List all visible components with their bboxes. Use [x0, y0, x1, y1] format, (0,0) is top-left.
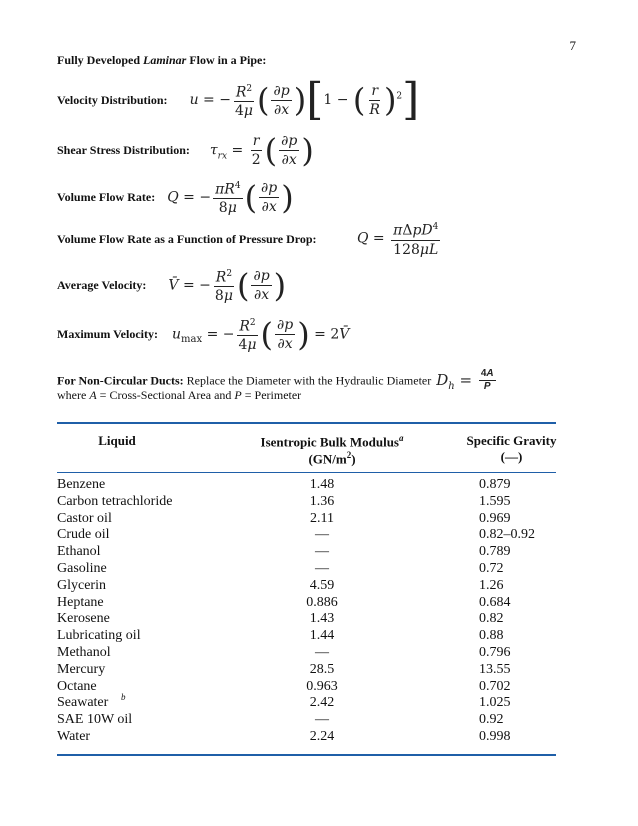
table-row [57, 628, 556, 645]
table-row [57, 645, 556, 662]
table-row [57, 561, 556, 578]
heading-text-end: Flow in a Pipe: [186, 53, 267, 67]
liquid-cell: Carbon tetrachloride [57, 493, 173, 509]
specific-gravity-cell: 0.684 [479, 594, 511, 610]
shear-stress-distribution [57, 130, 314, 170]
section-heading [57, 53, 266, 68]
specific-gravity-cell: 0.82–0.92 [479, 527, 535, 543]
bulk-modulus-cell: — [315, 645, 329, 660]
specific-gravity-cell: 0.702 [479, 678, 511, 694]
specific-gravity-cell: 0.92 [479, 712, 504, 728]
bulk-modulus-unit-exp: 2 [346, 450, 352, 461]
velocity-equation: u = − $\frac{R^2}{4\mu}$ ( $\frac{\partial p}{\partial x}$ )[1 − ( $\frac{r}{R}$ )$^2$] [189, 74, 420, 125]
pressure-drop-equation: Q = $\frac{\pi\Delta pD^4}{128\mu L}$ [357, 218, 442, 259]
perimeter-symbol: P [234, 388, 242, 402]
table-bottom-rule [57, 754, 556, 756]
liquid-cell: Methanol [57, 645, 111, 660]
velocity-label: Velocity Distribution: [57, 92, 168, 107]
maximum-velocity [57, 312, 349, 356]
avg-velocity-equation: V̄ = − $\frac{R^2}{8\mu}$ ( $\frac{\partial p}{\partial x}$ ) [168, 266, 287, 305]
specific-gravity-cell: 0.969 [479, 510, 511, 526]
max-velocity-label: Maximum Velocity: [57, 326, 158, 341]
liquid-cell: Lubricating oil [57, 628, 141, 644]
bulk-modulus-cell: — [315, 561, 329, 576]
specific-gravity-cell: 0.879 [479, 477, 511, 492]
velocity-distribution [57, 74, 420, 125]
specific-gravity-cell: 0.796 [479, 645, 511, 660]
specific-gravity-cell: 0.72 [479, 561, 504, 576]
table-row [57, 692, 556, 712]
liquid-cell: Octane [57, 678, 97, 694]
table-row [57, 494, 556, 511]
avg-velocity-label: Average Velocity: [57, 277, 147, 292]
bulk-modulus-cell: 28.5 [309, 661, 335, 677]
bulk-modulus-cell: 1.36 [309, 493, 335, 509]
specific-gravity-cell: 0.88 [479, 628, 504, 644]
bulk-modulus-cell: 1.48 [309, 477, 335, 492]
table-row [57, 527, 556, 544]
specific-gravity-cell: 0.998 [479, 729, 511, 744]
bulk-modulus-title: Isentropic Bulk Modulus [260, 434, 399, 450]
bulk-modulus-cell: 1.44 [309, 628, 335, 644]
bulk-modulus-cell: — [315, 544, 329, 560]
volume-flow-rate [57, 177, 294, 217]
specific-gravity-cell: 0.82 [479, 611, 504, 627]
liquid-cell: Crude oil [57, 527, 110, 543]
specific-gravity-cell: 13.55 [479, 661, 511, 677]
bulk-modulus-cell: 0.963 [306, 678, 338, 694]
bulk-modulus-cell: — [315, 527, 329, 543]
table-row [57, 712, 556, 729]
table-row [57, 729, 556, 746]
liquid-cell: Ethanol [57, 544, 101, 560]
table-row [57, 578, 556, 595]
specific-gravity-cell: 0.789 [479, 544, 511, 560]
bulk-modulus-cell: — [315, 712, 329, 728]
bulk-modulus-unit: (GN/m [308, 451, 347, 467]
specific-gravity-cell: 1.025 [479, 695, 511, 711]
column-header-specific-gravity [454, 433, 569, 465]
noncircular-label: For Non-Circular Ducts: [57, 373, 184, 388]
table-row [57, 511, 556, 528]
area-symbol: A [89, 388, 97, 402]
heading-emphasis: Laminar [143, 53, 187, 67]
average-velocity [57, 265, 286, 305]
bulk-modulus-cell: 4.59 [309, 577, 335, 593]
bulk-modulus-footnote-mark: a [398, 433, 404, 443]
column-header-bulk-modulus [232, 433, 432, 468]
bulk-modulus-cell: 0.886 [306, 594, 338, 610]
table-top-rule [57, 422, 556, 424]
where-text: where [57, 388, 87, 402]
liquid-cell: Benzene [57, 477, 106, 492]
liquid-cell: Kerosene [57, 611, 110, 627]
flow-rate-equation: Q = − $\frac{\pi R^4}{8\mu}$ ( $\frac{\partial p}{\partial x}$ ) [167, 178, 294, 217]
shear-equation: $\tau_{rx}$ = $\frac{r}{2}$ ( $\frac{\partial p}{\partial x}$ ) [209, 131, 314, 169]
flow-rate-label: Volume Flow Rate: [57, 189, 156, 204]
specific-gravity-cell: 1.595 [479, 493, 511, 509]
specific-gravity-title: Specific Gravity [466, 433, 557, 448]
bulk-modulus-cell: 2.42 [309, 695, 335, 711]
bulk-modulus-cell: 1.43 [309, 611, 335, 627]
liquid-cell: Castor oil [57, 510, 112, 526]
specific-gravity-unit: (—) [500, 449, 523, 464]
max-velocity-equation: $u_{max}$ = − $\frac{R^2}{4\mu}$ ( $\frac{\partial p}{\partial x}$ ) = 2V̄ [172, 315, 350, 354]
liquid-cell: Seawater [57, 695, 109, 711]
hydraulic-diameter-equation: $D_h$ = $\frac{4A}{P}$ [436, 368, 494, 392]
bulk-modulus-cell: 2.11 [310, 510, 334, 526]
perimeter-definition: = Perimeter [244, 388, 302, 402]
table-row [57, 679, 556, 696]
heading-text: Fully Developed [57, 53, 143, 67]
liquid-footnote-mark: b [121, 692, 126, 703]
column-header-liquid: Liquid [98, 433, 136, 448]
liquid-cell: Gasoline [57, 561, 107, 576]
bulk-modulus-cell: 2.24 [309, 729, 335, 744]
table-row [57, 477, 556, 494]
liquid-cell: Heptane [57, 594, 104, 610]
area-definition: = Cross-Sectional Area and [99, 388, 232, 402]
noncircular-definitions [57, 388, 301, 403]
liquid-cell: SAE 10W oil [57, 712, 133, 728]
table-header-rule [57, 472, 556, 473]
pressure-drop-label: Volume Flow Rate as a Function of Pressure Drop: [57, 232, 317, 246]
specific-gravity-cell: 1.26 [479, 577, 504, 593]
table-row [57, 595, 556, 612]
bulk-modulus-unit-end: ) [351, 451, 356, 467]
liquid-cell: Mercury [57, 661, 106, 677]
page-number: 7 [569, 38, 576, 53]
table-row [57, 662, 556, 679]
table-row [57, 611, 556, 628]
liquid-cell: Water [57, 729, 91, 744]
shear-label: Shear Stress Distribution: [57, 142, 190, 157]
table-row [57, 544, 556, 561]
liquid-cell: Glycerin [57, 577, 106, 593]
noncircular-text: Replace the Diameter with the Hydraulic Diameter [186, 373, 432, 388]
